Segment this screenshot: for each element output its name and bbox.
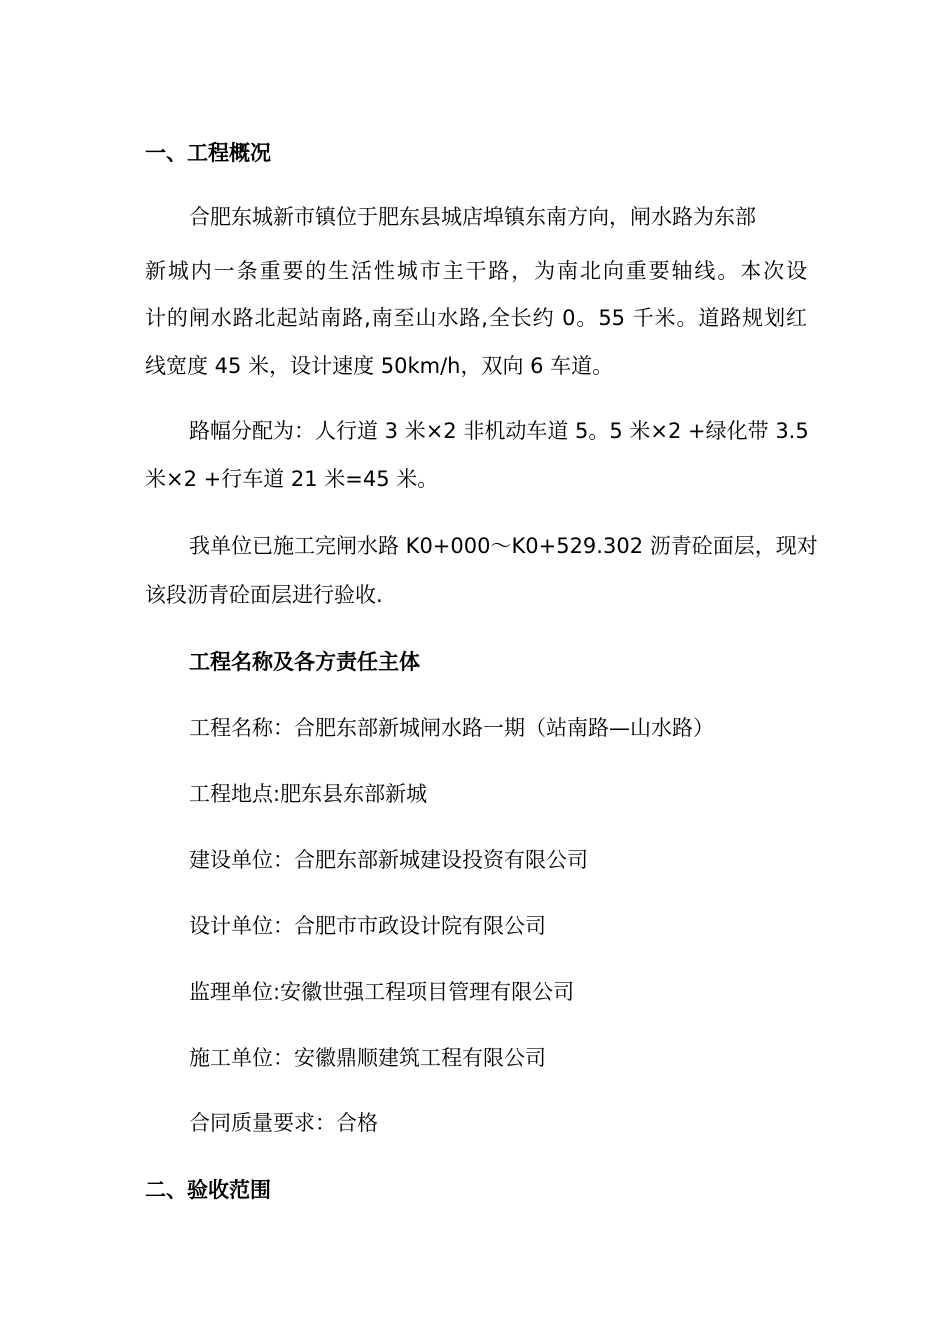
section-1-heading: 一、工程概况 <box>145 141 271 165</box>
project-location-item: 工程地点:肥东县东部新城 <box>189 782 428 806</box>
responsibility-subheading: 工程名称及各方责任主体 <box>189 650 420 674</box>
paragraph-2-line-2: 米×2 +行车道 21 米=45 米。 <box>145 467 439 491</box>
design-unit-item: 设计单位：合肥市市政设计院有限公司 <box>189 914 546 938</box>
paragraph-1-line-2: 新城内一条重要的生活性城市主干路，为南北向重要轴线。本次设 <box>145 259 807 283</box>
paragraph-3-line-2: 该段沥青砼面层进行验收. <box>145 583 383 607</box>
construction-unit-item: 建设单位：合肥东部新城建设投资有限公司 <box>189 848 588 872</box>
contractor-unit-item: 施工单位：安徽鼎顺建筑工程有限公司 <box>189 1046 546 1070</box>
paragraph-2-line-1: 路幅分配为：人行道 3 米×2 非机动车道 5。5 米×2 +绿化带 3.5 <box>189 419 809 443</box>
paragraph-1-line-3: 计的闸水路北起站南路,南至山水路,全长约 0。55 千米。道路规划红 <box>145 306 807 330</box>
quality-requirement-item: 合同质量要求：合格 <box>189 1111 378 1135</box>
paragraph-1-line-4: 线宽度 45 米，设计速度 50km/h，双向 6 车道。 <box>145 354 614 378</box>
paragraph-1-line-1: 合肥东城新市镇位于肥东县城店埠镇东南方向，闸水路为东部 <box>189 205 756 229</box>
project-name-item: 工程名称：合肥东部新城闸水路一期（站南路—山水路） <box>189 716 714 740</box>
supervision-unit-item: 监理单位:安徽世强工程项目管理有限公司 <box>189 980 575 1004</box>
section-2-heading: 二、验收范围 <box>145 1178 271 1202</box>
paragraph-3-line-1: 我单位已施工完闸水路 K0+000～K0+529.302 沥青砼面层，现对 <box>189 534 818 558</box>
